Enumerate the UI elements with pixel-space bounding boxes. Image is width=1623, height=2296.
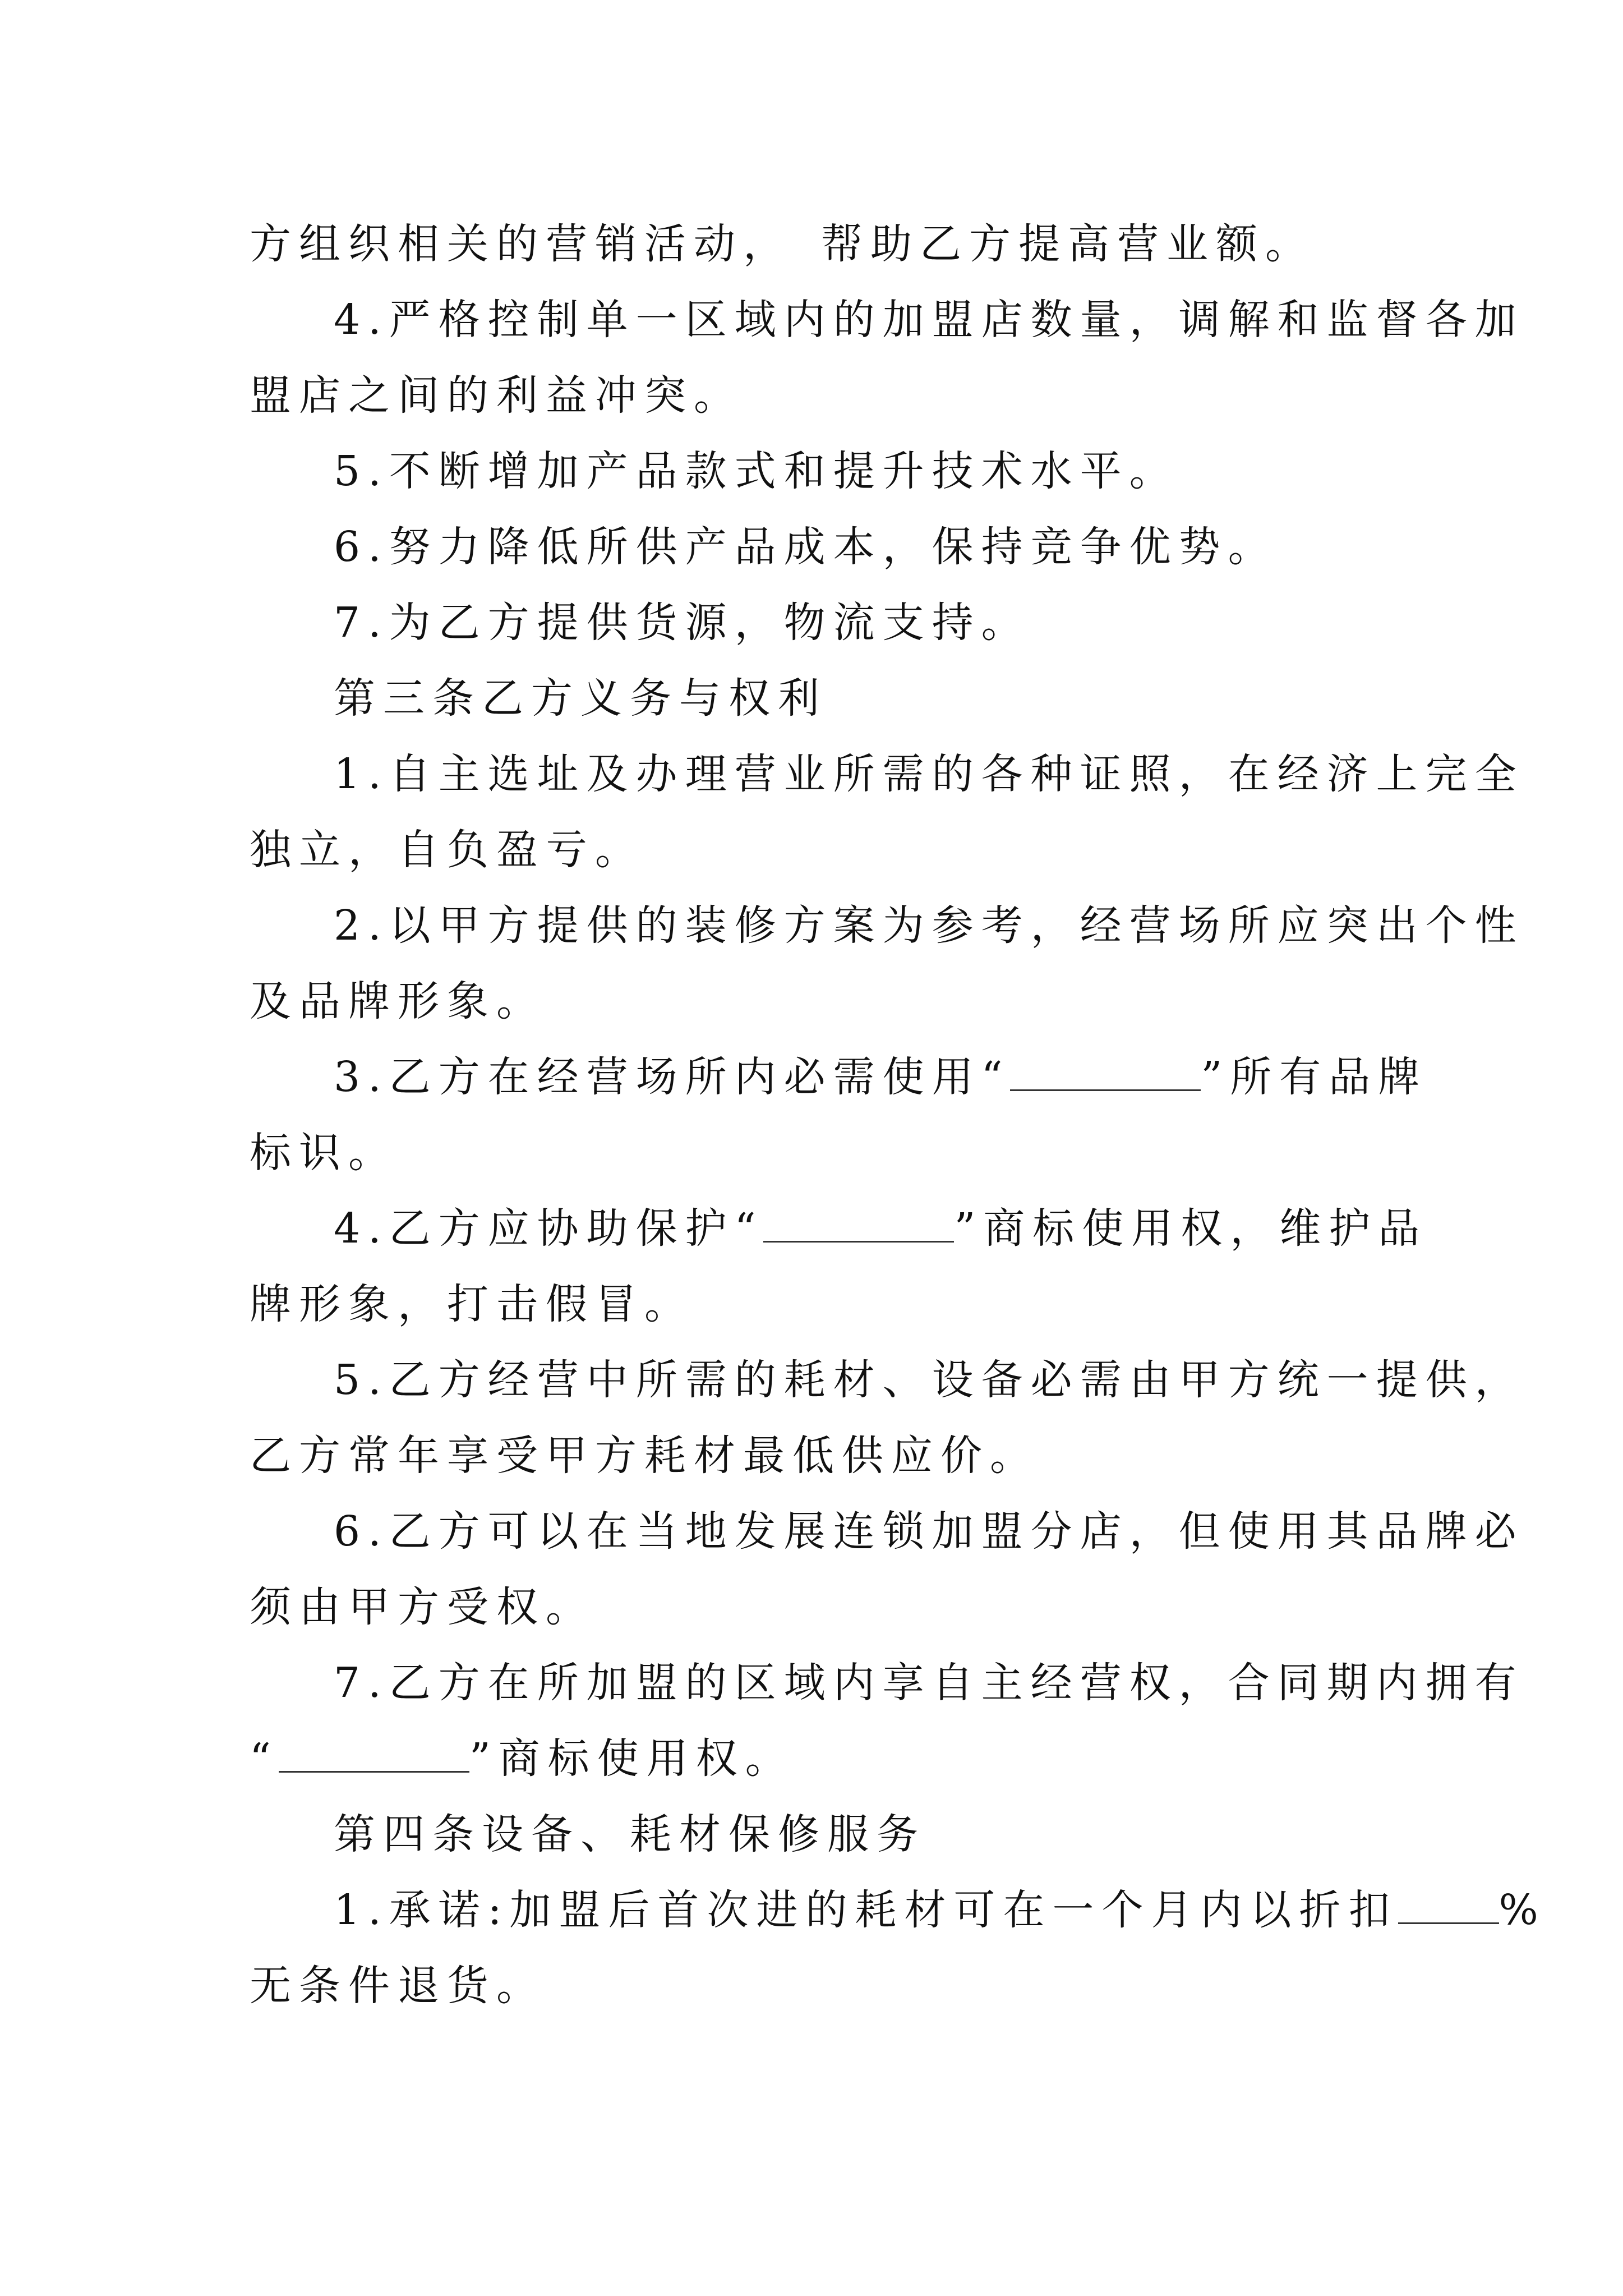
paragraph-line: 7.乙方在所加盟的区域内享自主经营权，合同期内拥有 bbox=[334, 1659, 1524, 1707]
paragraph-line: 7.为乙方提供货源，物流支持。 bbox=[334, 599, 1031, 647]
fill-in-blank bbox=[763, 1207, 954, 1243]
paragraph-text: 4.乙方应协助保护“ bbox=[334, 1204, 764, 1253]
paragraph-line: 1.自主选址及办理营业所需的各种证照，在经济上完全 bbox=[334, 750, 1524, 798]
paragraph-line: 标识。 bbox=[250, 1129, 398, 1177]
section-heading: 第三条乙方义务与权利 bbox=[334, 674, 827, 723]
paragraph-line: 无条件退货。 bbox=[250, 1962, 546, 2010]
paragraph-text: ”所有品牌 bbox=[1201, 1053, 1428, 1101]
fill-in-blank bbox=[1398, 1889, 1499, 1924]
paragraph-line: 方组织相关的营销活动， 帮助乙方提高营业额。 bbox=[250, 220, 1315, 268]
paragraph-line bbox=[334, 1049, 1427, 1105]
paragraph-line: 5.不断增加产品款式和提升技术水平。 bbox=[334, 447, 1179, 495]
paragraph-line: 乙方常年享受甲方耗材最低供应价。 bbox=[250, 1432, 1039, 1480]
paragraph-line: 6.努力降低所供产品成本，保持竞争优势。 bbox=[334, 523, 1278, 571]
paragraph-line: 6.乙方可以在当地发展连锁加盟分店，但使用其品牌必 bbox=[334, 1507, 1524, 1556]
paragraph-line: 4.严格控制单一区域内的加盟店数量，调解和监督各加 bbox=[334, 296, 1524, 344]
paragraph-line: 及品牌形象。 bbox=[250, 977, 546, 1025]
percent-sign: % bbox=[1498, 1886, 1546, 1934]
paragraph-line bbox=[334, 1200, 1427, 1257]
fill-in-blank bbox=[1010, 1056, 1201, 1091]
paragraph-text: 1.承诺:加盟后首次进的耗材可在一个月内以折扣 bbox=[334, 1886, 1398, 1934]
paragraph-line: 2.以甲方提供的装修方案为参考，经营场所应突出个性 bbox=[334, 901, 1524, 950]
paragraph-line: 独立，自负盈亏。 bbox=[250, 826, 644, 874]
paragraph-line: 盟店之间的利益冲突。 bbox=[250, 371, 743, 420]
paragraph-line bbox=[334, 1882, 1546, 1938]
paragraph-line bbox=[250, 1731, 795, 1787]
paragraph-line: 牌形象，打击假冒。 bbox=[250, 1280, 694, 1328]
paragraph-text: 3.乙方在经营场所内必需使用“ bbox=[334, 1053, 1011, 1101]
paragraph-text: ”商标使用权。 bbox=[469, 1734, 795, 1783]
paragraph-line: 须由甲方受权。 bbox=[250, 1583, 595, 1631]
paragraph-text: “ bbox=[250, 1734, 279, 1783]
section-heading: 第四条设备、耗材保修服务 bbox=[334, 1810, 926, 1858]
paragraph-text: ”商标使用权，维护品 bbox=[954, 1204, 1428, 1253]
paragraph-line: 5.乙方经营中所需的耗材、设备必需由甲方统一提供， bbox=[334, 1356, 1524, 1404]
fill-in-blank bbox=[279, 1737, 469, 1773]
